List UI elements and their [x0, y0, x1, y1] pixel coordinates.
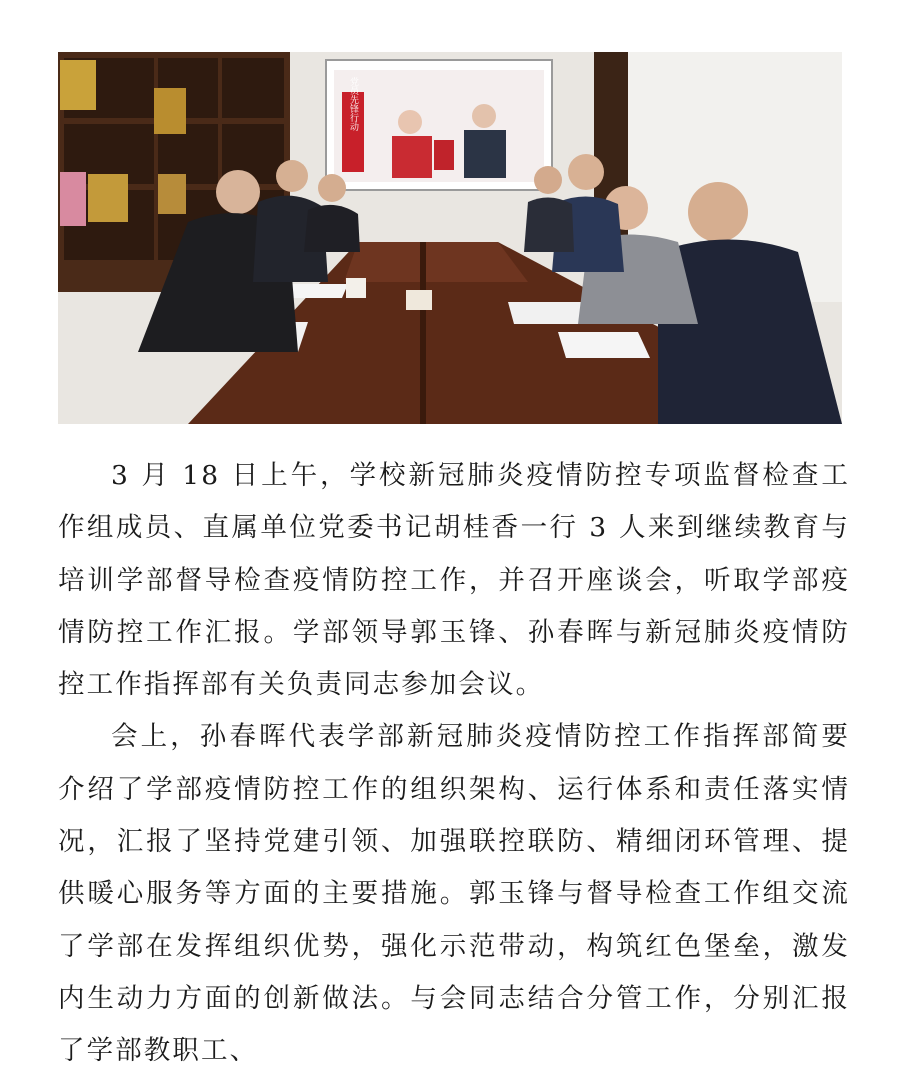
article-body: [58, 450, 850, 1078]
article-paragraph-1: 3 月 18 日上午，学校新冠肺炎疫情防控专项监督检查工作组成员、直属单位党委书记胡桂香一行 3 人来到继续教育与培训学部督导检查疫情防控工作，并召开座谈会，听取学部疫情防控工作汇报。学部领导郭玉锋、孙春晖与新冠肺炎疫情防控工作指挥部有关负责同志参加会议。: [58, 460, 850, 701]
projection-screen: [326, 60, 552, 190]
article-paragraph-2: 会上，孙春晖代表学部新冠肺炎疫情防控工作指挥部简要介绍了学部疫情防控工作的组织架构、运行体系和责任落实情况，汇报了坚持党建引领、加强联控联防、精细闭环管理、提供暖心服务等方面的主要措施。郭玉锋与督导检查工作组交流了学部在发挥组织优势，强化示范带动，构筑红色堡垒，激发内生动力方面的创新做法。与会同志结合分管工作，分别汇报了学部教职工、: [58, 721, 850, 1067]
screen-slide-text: 党员先锋行动: [348, 77, 358, 131]
meeting-photo: [58, 52, 842, 424]
